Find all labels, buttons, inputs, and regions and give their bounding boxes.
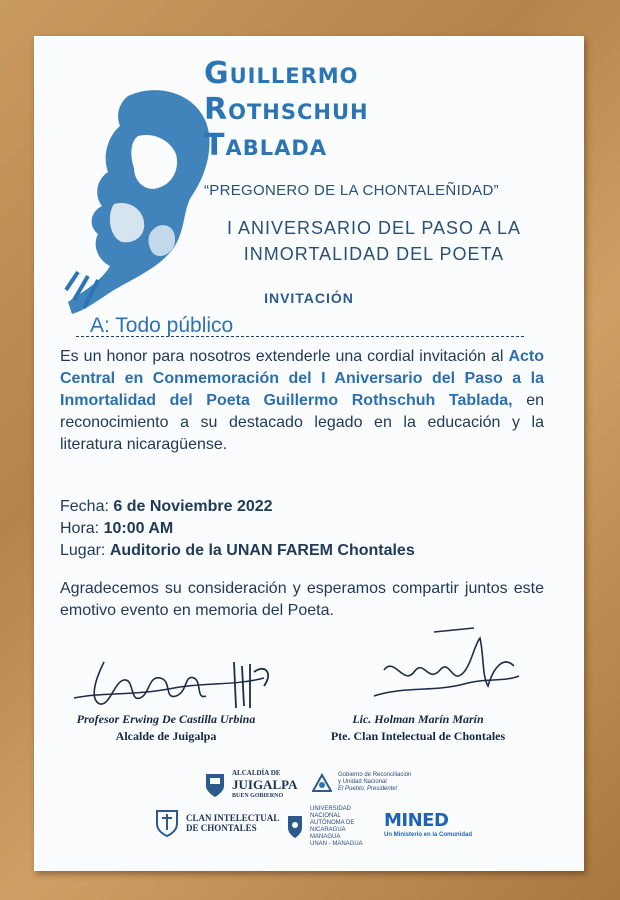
unan-line-2: NACIONAL xyxy=(310,813,341,819)
date-value: 6 de Noviembre 2022 xyxy=(113,498,273,515)
title-line-3: Tablada xyxy=(204,128,328,163)
anniversary-line-1: I ANIVERSARIO DEL PASO A LA xyxy=(226,218,522,238)
gobierno-line-3: El Pueblo, Presidente! xyxy=(338,786,398,792)
place-label: Lugar: xyxy=(60,542,106,559)
gobierno-line-2: y Unidad Nacional xyxy=(338,779,387,785)
logo-mined xyxy=(384,812,472,838)
logo-clan-intelectual xyxy=(154,808,279,838)
logo-unan xyxy=(286,806,363,848)
event-details xyxy=(60,496,415,562)
sponsor-logos xyxy=(34,764,584,864)
recipient-line xyxy=(76,312,524,337)
body-end: en reconocimiento a su destacado legado en la educación y la literatura nicaragüense. xyxy=(60,392,544,453)
poet-portrait xyxy=(58,76,223,316)
triangle-emblem-icon xyxy=(312,773,332,793)
shield-icon xyxy=(204,772,226,798)
date-row xyxy=(60,496,415,518)
unan-line-6: UNAN - MANAGUA xyxy=(310,841,363,847)
body-event-name: Acto Central en Conmemoración del I Aniversario del Paso a la Inmortalidad del Poeta Guillermo Rothschuh Tablada, xyxy=(60,348,544,409)
alcaldia-line-2: JUIGALPA xyxy=(232,777,298,792)
signer-role-right: Pte. Clan Intelectual de Chontales xyxy=(330,729,506,743)
unan-line-4: NICARAGUA xyxy=(310,827,346,833)
alcaldia-line-3: BUEN GOBIERNO xyxy=(232,793,284,799)
signer-role-left: Alcalde de Juigalpa xyxy=(115,729,217,743)
anniversary-line-2: INMORTALIDAD DEL POETA xyxy=(243,244,505,264)
date-label: Fecha: xyxy=(60,498,109,515)
title-line-2: Rothschuh xyxy=(204,92,369,127)
signature-right xyxy=(288,712,548,744)
crest-icon xyxy=(154,808,180,838)
mined-name: MINED xyxy=(384,810,449,831)
signer-name-left: Profesor Erwing De Castilla Urbina xyxy=(76,712,256,726)
time-row xyxy=(60,518,415,540)
unan-line-5: MANAGUA xyxy=(310,834,341,840)
subtitle: “PREGONERO DE LA CHONTALEÑIDAD” xyxy=(204,182,499,199)
unan-line-1: UNIVERSIDAD xyxy=(310,806,352,812)
thanks-paragraph: Agradecemos su consideración y esperamos compartir juntos este emotivo evento en memoria del Poeta. xyxy=(60,580,544,619)
place-row xyxy=(60,540,415,562)
clan-line-1: CLAN INTELECTUAL xyxy=(186,813,280,823)
invitation-body xyxy=(60,346,544,456)
time-label: Hora: xyxy=(60,520,100,537)
logo-alcaldia-juigalpa xyxy=(204,768,297,801)
mined-tagline: Un Ministerio en la Comunidad xyxy=(384,832,473,838)
invitation-heading: INVITACIÓN xyxy=(264,290,354,306)
signer-name-right: Lic. Holman Marín Marín xyxy=(352,712,484,726)
recipient: A: Todo público xyxy=(90,314,234,337)
invitation-card xyxy=(34,36,584,871)
body-intro: Es un honor para nosotros extenderle una cordial invitación al xyxy=(60,348,509,365)
signature-scribble-2 xyxy=(364,626,524,716)
alcaldia-line-1: ALCALDÍA DE xyxy=(232,769,281,777)
clan-line-2: DE CHONTALES xyxy=(186,823,257,833)
logo-gobierno xyxy=(312,772,411,793)
signature-scribble-1 xyxy=(64,652,274,716)
unan-line-3: AUTÓNOMA DE xyxy=(310,820,355,826)
place-value: Auditorio de la UNAN FAREM Chontales xyxy=(109,542,415,559)
title-line-1: Guillermo xyxy=(204,56,359,91)
university-crest-icon xyxy=(286,814,304,840)
signature-left xyxy=(36,712,296,744)
gobierno-line-1: Gobierno de Reconciliación xyxy=(338,772,412,778)
time-value: 10:00 AM xyxy=(103,520,174,537)
